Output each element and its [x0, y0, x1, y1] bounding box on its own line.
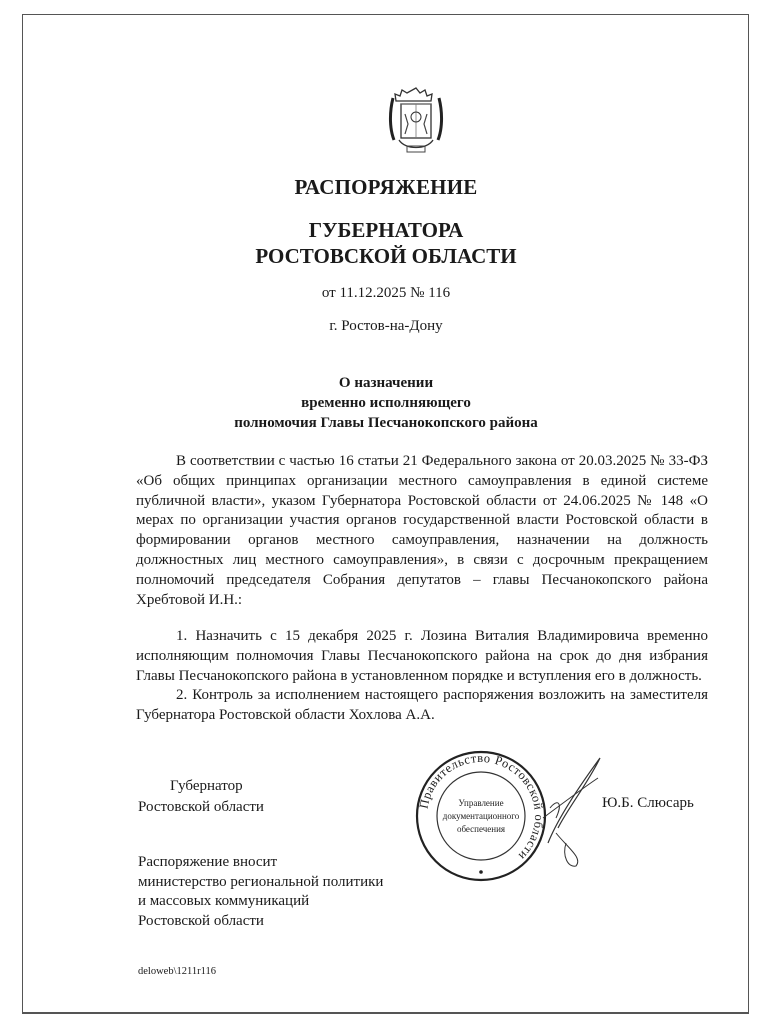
order-item-2: 2. Контроль за исполнением настоящего распоряжения возложить на заместителя Губернатора Ростовской области Хохлова А.А. — [136, 687, 708, 724]
submitted-by-line-4: Ростовской области — [138, 912, 264, 929]
order-item-1: 1. Назначить с 15 декабря 2025 г. Лозина Виталия Владимировича временно исполняющим полномочия Главы Песчанокопского района на срок до дня избрания Главы Песчанокопского района в установленном порядке и вступления его в должность. — [136, 628, 708, 684]
signer-name: Ю.Б. Слюсарь — [602, 795, 694, 811]
stamp-inner-line-2: документационного — [442, 811, 520, 821]
preamble — [136, 452, 708, 610]
signer-position — [138, 776, 264, 818]
subject-line-1: О назначении — [338, 375, 434, 391]
issuer-heading — [0, 217, 772, 269]
order-items — [136, 627, 708, 726]
submitted-by-line-3: и массовых коммуникаций — [138, 893, 310, 909]
submitted-by — [138, 853, 383, 931]
file-code: deloweb\1211r116 — [138, 966, 216, 977]
official-stamp-icon — [413, 748, 549, 884]
stamp-inner-line-3: обеспечения — [456, 824, 506, 834]
stamp-inner-line-1: Управление — [458, 798, 504, 808]
preamble-text: В соответствии с частью 16 статьи 21 Федерального закона от 20.03.2025 № 33-ФЗ «Об общих принципах организации местного самоуправления в единой системе публичной власти», указом Губернатора Ростовской области от 24.06.2025 № 148 «О мерах по организации участия органов государственной власти Ростовской области в формировании органов местного самоуправления, назначении на должность должностных лиц местного самоуправления», в связи с досрочным прекращением полномочий председателя Собрания депутатов – главы Песчанокопского района Хребтовой И.Н.: — [136, 453, 708, 608]
date-number: от 11.12.2025 № 116 — [321, 285, 451, 301]
signer-position-line-1: Губернатор — [170, 778, 243, 794]
issuer-line-1: ГУБЕРНАТОРА — [308, 218, 464, 242]
stamp-outer-text: Правительство Ростовской области — [416, 750, 547, 864]
signer-position-line-2: Ростовской области — [138, 799, 264, 815]
subject-line-2: временно исполняющего — [301, 395, 471, 411]
submitted-by-line-1: Распоряжение вносит — [138, 854, 278, 870]
city: г. Ростов-на-Дону — [329, 318, 443, 334]
coat-of-arms-icon — [385, 84, 447, 158]
document-type-heading: РАСПОРЯЖЕНИЕ — [294, 175, 478, 199]
subject-line-3: полномочия Главы Песчанокопского района — [234, 415, 538, 431]
submitted-by-line-2: министерство региональной политики — [138, 873, 384, 890]
subject-heading — [0, 373, 772, 433]
issuer-line-2: РОСТОВСКОЙ ОБЛАСТИ — [255, 244, 517, 268]
